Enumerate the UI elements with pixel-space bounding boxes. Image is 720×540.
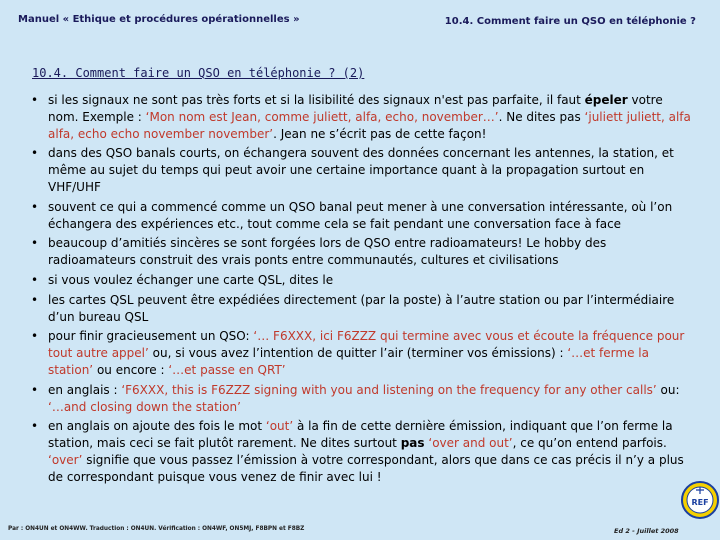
ref-logo-icon [680, 480, 720, 520]
list-item: • les cartes QSL peuvent être expédiées directement (par la poste) à l’autre station ou par l’intermédiaire d’un bureau QSL [30, 292, 694, 326]
footer-credits: Par : ON4UN et ON4WW. Traduction : ON4UN. Vérification : ON4WF, ON5MJ, F8BPN et F8BZ [8, 526, 305, 532]
header-section-title: 10.4. Comment faire un QSO en téléphonie ? [444, 16, 696, 27]
list-item: • en anglais : ‘F6XXX, this is F6ZZZ signing with you and listening on the frequency for any other calls’ ou: ‘…and closing down the station’ [30, 382, 694, 416]
list-item: • si vous voulez échanger une carte QSL, dites le [30, 272, 694, 289]
header-manual-title: Manuel « Ethique et procédures opérationnelles » [18, 14, 300, 25]
bullet-list [30, 92, 694, 489]
list-item: • souvent ce qui a commencé comme un QSO banal peut mener à une conversation intéressante, où l’on échangera des expériences etc., tout comme cela se fait pendant une conversation face à face [30, 199, 694, 233]
list-item: • en anglais on ajoute des fois le mot ‘out’ à la fin de cette dernière émission, indiquant que l’on ferme la station, mais ceci se fait plutôt rarement. Ne dites surtout pas ‘over and out’, ce qu’on entend parfois. ‘over’ signifie que vous passez l’émission à votre correspondant, alors que dans ce cas précis il n’y a plus de correspondant puisque vous venez de finir avec lui ! [30, 418, 694, 485]
list-item: • si les signaux ne sont pas très forts et si la lisibilité des signaux n'est pas parfaite, il faut épeler votre nom. Exemple : ‘Mon nom est Jean, comme juliett, alfa, echo, november…’. Ne dites pas ‘juliett juliett, alfa alfa, echo echo november november’. Jean ne s’écrit pas de cette façon! [30, 92, 694, 142]
footer-edition: Ed 2 - Juillet 2008 [614, 527, 679, 535]
logo-text: REF [691, 498, 709, 507]
list-item: • pour finir gracieusement un QSO: ‘… F6XXX, ici F6ZZZ qui termine avec vous et écoute la fréquence pour tout autre appel’ ou, si vous avez l’intention de quitter l’air (terminer vos émissions) : ‘…et ferme la station’ ou encore : ‘…et passe en QRT’ [30, 328, 694, 378]
list-item: • dans des QSO banals courts, on échangera souvent des données concernant les antennes, la station, et même au sujet du temps qui peut avoir une certaine importance quant à la propagation surtout en VHF/UHF [30, 145, 694, 195]
list-item: • beaucoup d’amitiés sincères se sont forgées lors de QSO entre radioamateurs! Le hobby des radioamateurs construit des vrais ponts entre communautés, cultures et civilisations [30, 235, 694, 269]
page-title: 10.4. Comment faire un QSO en téléphonie ? (2) [32, 66, 365, 80]
